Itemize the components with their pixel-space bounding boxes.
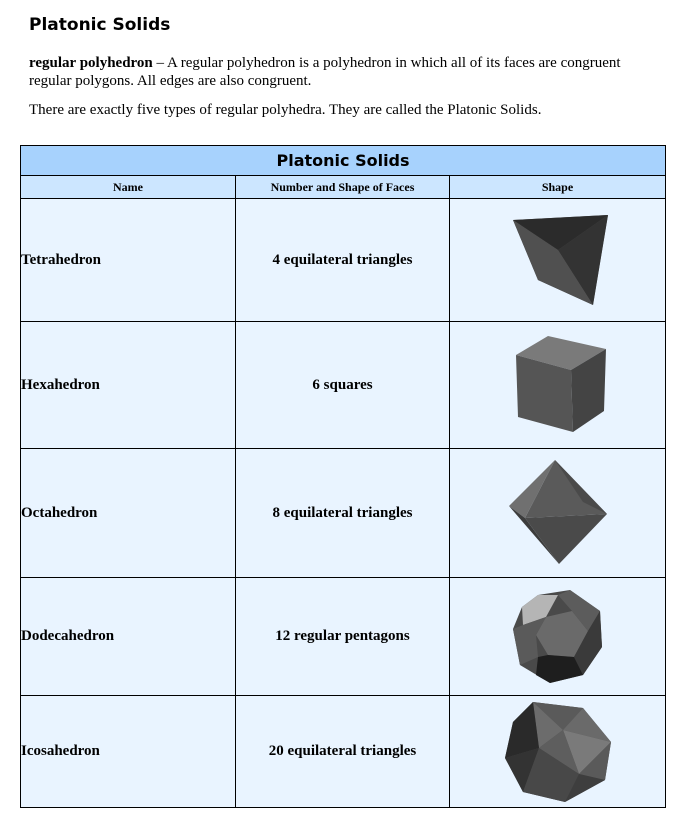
octahedron-image xyxy=(503,458,613,568)
solid-faces: 8 equilateral triangles xyxy=(236,449,450,578)
solid-faces: 12 regular pentagons xyxy=(236,578,450,696)
definition-term: regular polyhedron xyxy=(29,55,153,71)
solid-faces: 6 squares xyxy=(236,322,450,449)
table-row xyxy=(21,578,666,696)
intro-paragraph: There are exactly five types of regular polyhedra. They are called the Platonic Solids. xyxy=(29,102,542,118)
column-header-name: Name xyxy=(21,176,236,199)
solid-faces: 4 equilateral triangles xyxy=(236,199,450,322)
solid-name: Tetrahedron xyxy=(21,199,236,322)
platonic-solids-table xyxy=(20,145,666,808)
definition-text: – A regular polyhedron is a polyhedron in which all of its faces are congruent regular polygons. All edges are also congruent. xyxy=(29,55,621,89)
page-title: Platonic Solids xyxy=(29,15,171,35)
table-row xyxy=(21,322,666,449)
table-row xyxy=(21,449,666,578)
icosahedron-image xyxy=(503,700,613,804)
column-header-shape: Shape xyxy=(450,176,666,199)
solid-faces: 20 equilateral triangles xyxy=(236,696,450,808)
column-header-faces: Number and Shape of Faces xyxy=(236,176,450,199)
definition-paragraph xyxy=(29,54,649,90)
hexahedron-image xyxy=(508,333,608,438)
dodecahedron-image xyxy=(508,587,608,687)
solid-name: Octahedron xyxy=(21,449,236,578)
solid-name: Dodecahedron xyxy=(21,578,236,696)
table-row xyxy=(21,199,666,322)
solid-name: Icosahedron xyxy=(21,696,236,808)
solid-name: Hexahedron xyxy=(21,322,236,449)
table-caption: Platonic Solids xyxy=(21,146,666,176)
tetrahedron-image xyxy=(503,210,613,310)
table-row xyxy=(21,696,666,808)
